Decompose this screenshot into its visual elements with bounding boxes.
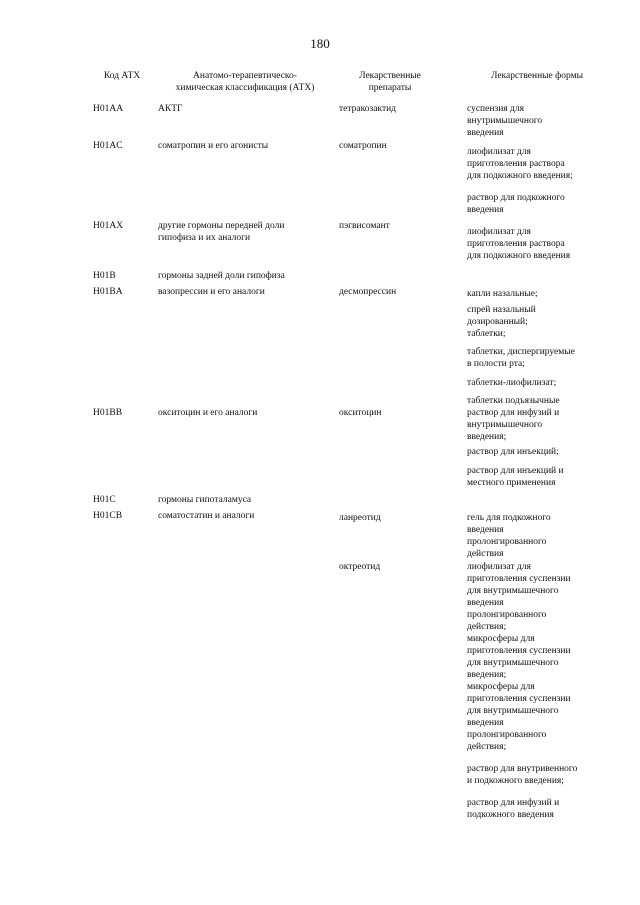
row-form: раствор для внутривенного и подкожного введения; (467, 764, 578, 786)
row-class: АКТГ (158, 104, 183, 114)
row-form: раствор для инъекций и местного применения (467, 466, 564, 488)
row-class: другие гормоны передней доли гипофиза и их аналоги (158, 221, 285, 243)
row-drug: октреотид (339, 562, 381, 572)
row-class: соматостатин и аналоги (158, 511, 255, 521)
header-classification: Анатомо-терапевтическо- химическая классификация (АТХ) (175, 71, 315, 93)
row-code: H01BA (93, 287, 123, 297)
row-class: гормоны гипоталамуса (158, 495, 252, 505)
row-form: капли назальные; (467, 289, 538, 299)
row-form: лиофилизат для приготовления раствора для подкожного введения; (467, 147, 573, 181)
row-drug: окситоцин (339, 408, 382, 418)
row-form: гель для подкожного введения пролонгированного действия (467, 513, 551, 559)
row-code: H01AA (93, 104, 124, 114)
row-form: лиофилизат для приготовления суспензии для внутримышечного введения пролонгированного действия; микросферы для приготовления суспензии для внутримышечного введения; микросферы для приготовления суспензии для внутримышечного введения пролонгированного действия; (467, 562, 571, 752)
row-class: вазопрессин и его аналоги (158, 287, 265, 297)
row-form: раствор для инфузий и внутримышечного введения; (467, 408, 560, 442)
row-form: спрей назальный дозированный; таблетки; (467, 305, 536, 339)
row-code: H01B (93, 271, 116, 281)
row-form: таблетки, диспергируемые в полости рта; (467, 347, 575, 369)
row-code: H01AC (93, 141, 123, 151)
row-drug: тетракозактид (339, 104, 397, 114)
row-form: лиофилизат для приготовления раствора для подкожного введения (467, 227, 571, 261)
row-class: окситоцин и его аналоги (158, 408, 258, 418)
row-form: раствор для инфузий и подкожного введения (467, 798, 560, 820)
row-form: таблетки-лиофилизат; (467, 378, 557, 388)
page-number: 180 (310, 36, 330, 51)
row-code: H01C (93, 495, 116, 505)
row-form: раствор для подкожного введения (467, 193, 565, 215)
row-code: H01AX (93, 221, 124, 231)
header-code: Код АТХ (103, 71, 141, 81)
row-drug: ланреотид (339, 513, 381, 523)
row-drug: пэгвисомант (339, 221, 390, 231)
row-form: раствор для инъекций; (467, 447, 559, 457)
row-class: гормоны задней доли гипофиза (158, 271, 285, 281)
row-drug: соматропин (339, 141, 387, 151)
header-forms: Лекарственные формы (490, 71, 584, 81)
row-code: H01BB (93, 408, 123, 418)
row-class: соматропин и его агонисты (158, 141, 269, 151)
row-drug: десмопрессин (339, 287, 397, 297)
row-form: суспензия для внутримышечного введения (467, 104, 543, 138)
row-form: таблетки подъязычные (467, 396, 560, 406)
row-code: H01CB (93, 511, 123, 521)
header-drugs: Лекарственные препараты (359, 71, 421, 93)
